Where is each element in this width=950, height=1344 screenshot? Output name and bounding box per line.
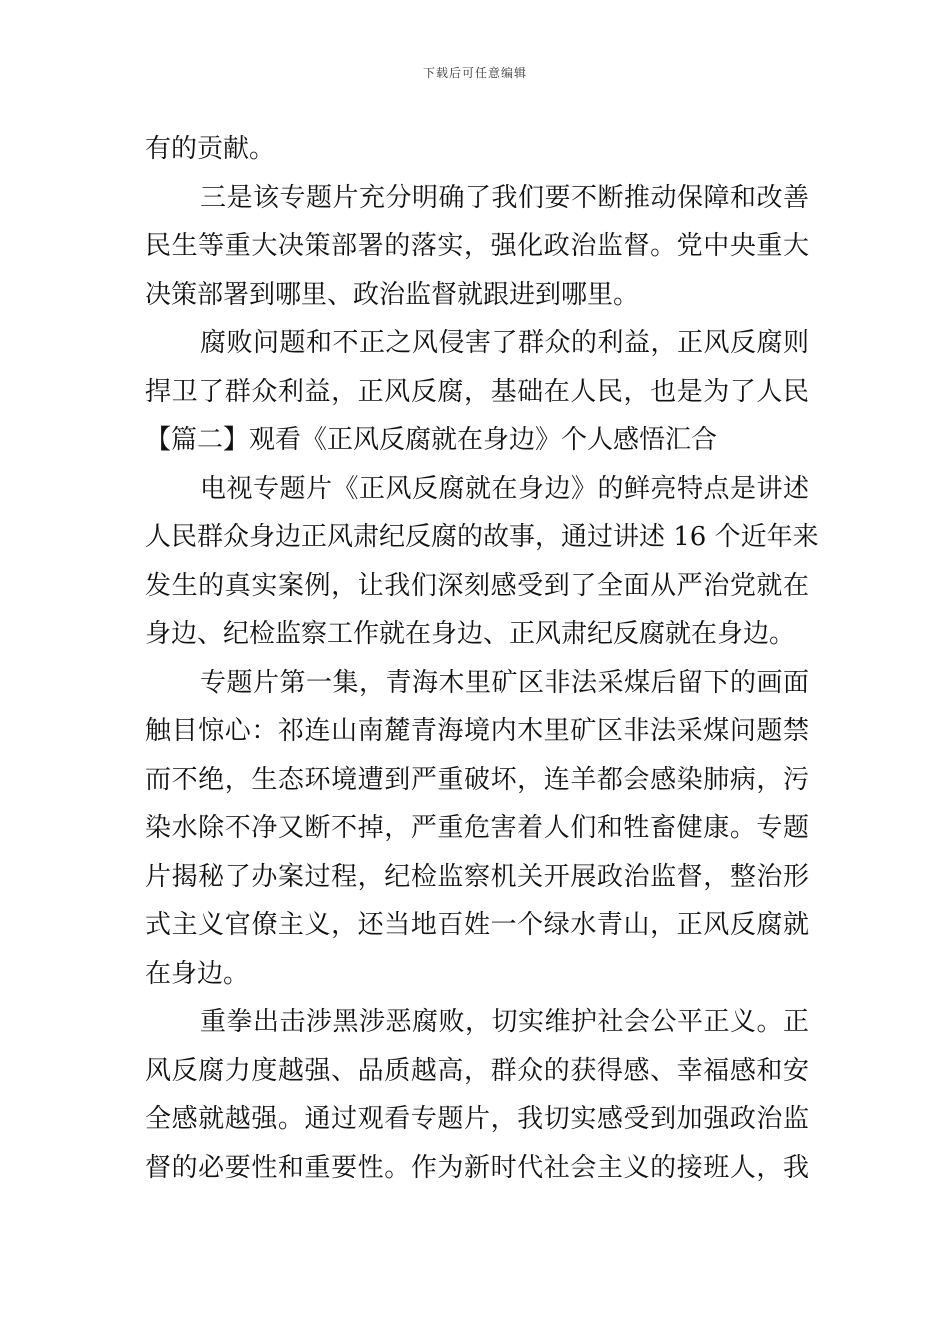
- paragraph-line: 人民群众身边正风肃纪反腐的故事，通过讲述 16 个近年来: [145, 522, 819, 552]
- paragraph-line: 触目惊心：祁连山南麓青海境内木里矿区非法采煤问题禁: [145, 716, 809, 746]
- document-body: [145, 125, 819, 1192]
- paragraph-line: 而不绝，生态环境遭到严重破坏，连羊都会感染肺病，污: [145, 764, 809, 795]
- paragraph-line: 捍卫了群众利益，正风反腐，基础在人民，也是为了人民: [145, 376, 809, 407]
- paragraph-line: 染水除不净又断不掉，严重危害着人们和牲畜健康。专题: [145, 813, 809, 843]
- paragraph-line: 电视专题片《正风反腐就在身边》的鲜亮特点是讲述: [200, 473, 809, 504]
- page-header: 下载后可任意编辑: [422, 66, 527, 80]
- section-heading: 【篇二】观看《正风反腐就在身边》个人感悟汇合: [145, 425, 718, 455]
- paragraph-line: 三是该专题片充分明确了我们要不断推动保障和改善: [200, 182, 809, 213]
- paragraph-line: 民生等重大决策部署的落实，强化政治监督。党中央重大: [145, 231, 809, 261]
- paragraph-line: 风反腐力度越强、品质越高，群众的获得感、幸福感和安: [145, 1055, 809, 1086]
- paragraph-line: 全感就越强。通过观看专题片，我切实感受到加强政治监: [145, 1104, 809, 1134]
- paragraph-line: 在身边。: [145, 958, 250, 989]
- paragraph-line: 决策部署到哪里、政治监督就跟进到哪里。: [145, 279, 640, 310]
- paragraph-line: 腐败问题和不正之风侵害了群众的利益，正风反腐则: [200, 328, 809, 358]
- paragraph-line: 片揭秘了办案过程，纪检监察机关开展政治监督，整治形: [145, 861, 809, 892]
- paragraph-line: 督的必要性和重要性。作为新时代社会主义的接班人，我: [145, 1152, 809, 1183]
- paragraph-line: 式主义官僚主义，还当地百姓一个绿水青山，正风反腐就: [145, 910, 809, 940]
- paragraph-line: 重拳出击涉黑涉恶腐败，切实维护社会公平正义。正: [200, 1007, 809, 1037]
- paragraph-line: 身边、纪检监察工作就在身边、正风肃纪反腐就在身边。: [145, 619, 796, 649]
- paragraph-line: 有的贡献。: [145, 134, 276, 164]
- paragraph-line: 发生的真实案例，让我们深刻感受到了全面从严治党就在: [145, 570, 809, 601]
- paragraph-line: 专题片第一集，青海木里矿区非法采煤后留下的画面: [200, 667, 809, 698]
